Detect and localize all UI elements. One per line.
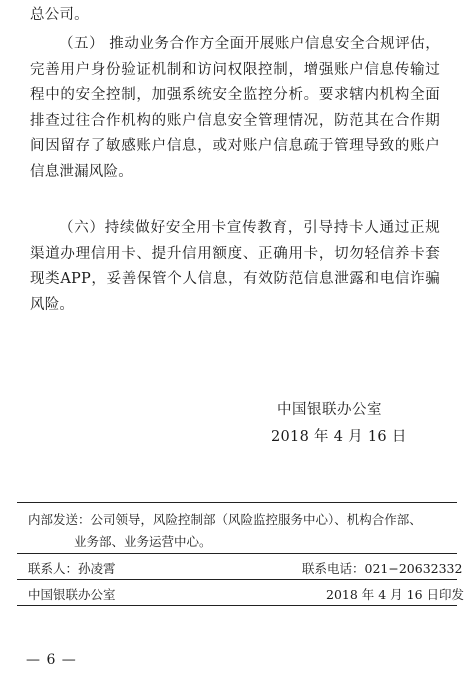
issuing-office: 中国银联办公室: [28, 587, 116, 602]
distribution-list-line2: 业务部、业务运营中心。: [74, 534, 212, 549]
paragraph-continuation: 总公司。: [30, 7, 89, 23]
footer-top-rule: [17, 502, 457, 503]
contact-phone: 联系电话：021−20632332: [302, 561, 463, 576]
signature-date: 2018 年 4 月 16 日: [271, 429, 407, 445]
footer-bottom-rule: [17, 605, 457, 606]
paragraph-item-5: （五） 推动业务合作方全面开展账户信息安全合规评估，完善用户身份验证机制和访问权限控制，增强账户信息传输过程中的安全控制，加强系统安全监控分析。要求辖内机构全面排查过往合作机构的账户信息安全管理情况，防范其在合作期间因留存了敏感账户信息，或对账户信息疏于管理导致的账户信息泄漏风险。: [30, 36, 440, 180]
paragraph-item-6: （六）持续做好安全用卡宣传教育，引导持卡人通过正规渠道办理信用卡、提升信用额度、正确用卡，切勿轻信养卡套现类APP，妥善保管个人信息，有效防范信息泄露和电信诈骗风险。: [30, 220, 440, 313]
footer-divider-1: [17, 553, 457, 554]
page-number: — 6 —: [26, 652, 77, 668]
contact-person: 联系人：孙凌霄: [28, 561, 116, 576]
signature-organization: 中国银联办公室: [277, 402, 382, 418]
footer-divider-2: [17, 579, 457, 580]
print-date: 2018 年 4 月 16 日印发: [326, 587, 465, 602]
distribution-list-line1: 内部发送：公司领导，风险控制部（风险监控服务中心）、机构合作部、: [28, 512, 422, 527]
